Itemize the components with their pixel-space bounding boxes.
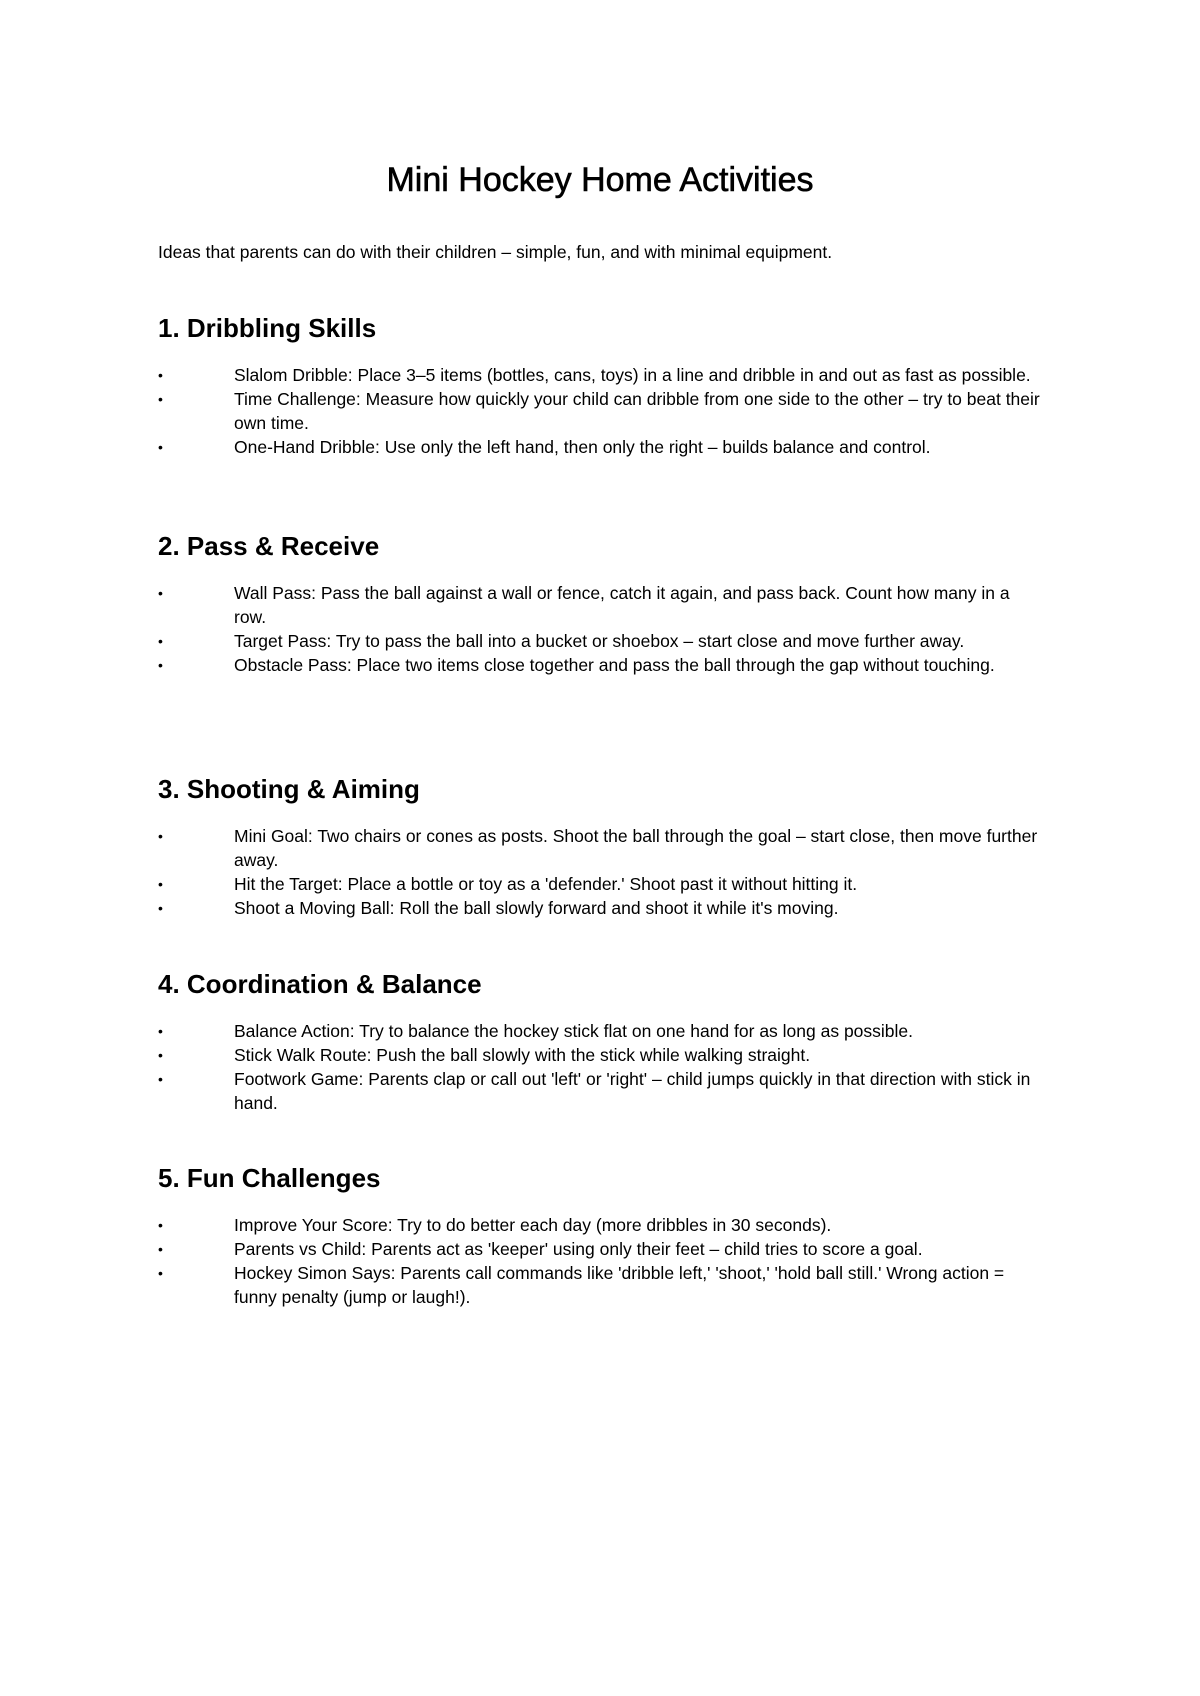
bullet-icon: • — [158, 585, 163, 601]
bullet-icon: • — [158, 657, 163, 673]
bullet-icon: • — [158, 439, 163, 455]
list-item — [158, 1067, 1046, 1115]
bullet-icon: • — [158, 900, 163, 916]
section-fun-challenges — [158, 1160, 1058, 1309]
bullet-icon: • — [158, 1265, 163, 1281]
list-item-text: Wall Pass: Pass the ball against a wall or fence, catch it again, and pass back. Count how many in a row. — [234, 583, 1010, 627]
bullet-icon: • — [158, 1047, 163, 1063]
list-item-text: Mini Goal: Two chairs or cones as posts. Shoot the ball through the goal – start close, then move further away. — [234, 826, 1038, 870]
list-item — [158, 387, 1046, 435]
activity-list — [158, 1213, 1058, 1309]
section-heading: 4. Coordination & Balance — [158, 969, 482, 999]
section-shooting-aiming — [158, 771, 1058, 920]
list-item-text: Stick Walk Route: Push the ball slowly with the stick while walking straight. — [234, 1045, 811, 1065]
section-coordination-balance — [158, 966, 1058, 1115]
bullet-icon: • — [158, 1023, 163, 1039]
bullet-icon: • — [158, 633, 163, 649]
section-heading: 1. Dribbling Skills — [158, 313, 377, 343]
activity-list — [158, 824, 1058, 920]
activity-list — [158, 581, 1058, 677]
list-item — [158, 1213, 1046, 1237]
list-item-text: Parents vs Child: Parents act as 'keeper' using only their feet – child tries to score a goal. — [234, 1239, 923, 1259]
list-item-text: Hit the Target: Place a bottle or toy as a 'defender.' Shoot past it without hitting it. — [234, 874, 858, 894]
list-item-text: Slalom Dribble: Place 3–5 items (bottles, cans, toys) in a line and dribble in and out as fast as possible. — [234, 365, 1031, 385]
section-heading: 3. Shooting & Aiming — [158, 774, 420, 804]
list-item — [158, 653, 1046, 677]
bullet-icon: • — [158, 1217, 163, 1233]
list-item — [158, 896, 1046, 920]
document-title: Mini Hockey Home Activities — [386, 161, 814, 199]
bullet-icon: • — [158, 367, 163, 383]
bullet-icon: • — [158, 828, 163, 844]
activity-list — [158, 363, 1058, 459]
list-item — [158, 1237, 1046, 1261]
list-item-text: Footwork Game: Parents clap or call out 'left' or 'right' – child jumps quickly in that direction with stick in hand. — [234, 1069, 1031, 1113]
list-item-text: Hockey Simon Says: Parents call commands like 'dribble left,' 'shoot,' 'hold ball still.' Wrong action = funny penalty (jump or laugh!). — [234, 1263, 1005, 1307]
list-item — [158, 824, 1046, 872]
activity-list — [158, 1019, 1058, 1115]
section-dribbling-skills — [158, 310, 1058, 459]
list-item — [158, 1043, 1046, 1067]
list-item — [158, 629, 1046, 653]
section-heading: 5. Fun Challenges — [158, 1163, 381, 1193]
list-item-text: Balance Action: Try to balance the hockey stick flat on one hand for as long as possible. — [234, 1021, 914, 1041]
list-item-text: One-Hand Dribble: Use only the left hand, then only the right – builds balance and control. — [234, 437, 931, 457]
list-item — [158, 363, 1046, 387]
bullet-icon: • — [158, 1071, 163, 1087]
section-heading: 2. Pass & Receive — [158, 531, 380, 561]
list-item — [158, 581, 1046, 629]
list-item-text: Improve Your Score: Try to do better each day (more dribbles in 30 seconds). — [234, 1215, 832, 1235]
list-item-text: Shoot a Moving Ball: Roll the ball slowly forward and shoot it while it's moving. — [234, 898, 839, 918]
list-item-text: Target Pass: Try to pass the ball into a bucket or shoebox – start close and move further away. — [234, 631, 965, 651]
list-item-text: Time Challenge: Measure how quickly your child can dribble from one side to the other – try to beat their own time. — [234, 389, 1040, 433]
list-item — [158, 1261, 1046, 1309]
list-item — [158, 872, 1046, 896]
bullet-icon: • — [158, 876, 163, 892]
list-item — [158, 1019, 1046, 1043]
section-pass-receive — [158, 528, 1058, 677]
list-item-text: Obstacle Pass: Place two items close together and pass the ball through the gap without touching. — [234, 655, 995, 675]
list-item — [158, 435, 1046, 459]
intro-paragraph: Ideas that parents can do with their children – simple, fun, and with minimal equipment. — [158, 242, 833, 262]
bullet-icon: • — [158, 1241, 163, 1257]
bullet-icon: • — [158, 391, 163, 407]
